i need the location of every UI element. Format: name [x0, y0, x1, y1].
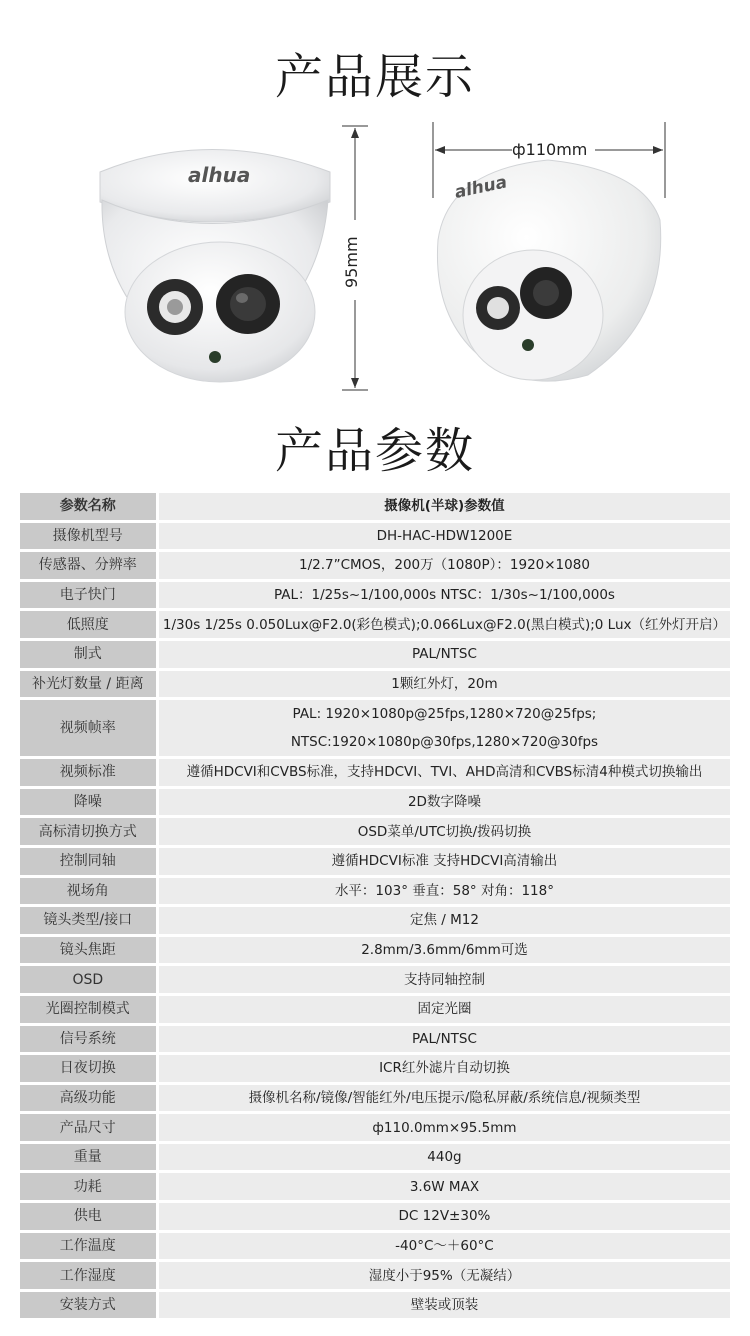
param-value-cell: PAL/NTSC	[159, 641, 730, 668]
table-row	[20, 1203, 730, 1230]
param-name-cell: 功耗	[20, 1173, 156, 1200]
param-value-cell: 壁装或顶装	[159, 1292, 730, 1319]
param-name-cell: 产品尺寸	[20, 1114, 156, 1141]
table-row	[20, 1026, 730, 1053]
param-name-cell: 工作温度	[20, 1233, 156, 1260]
param-name-cell: OSD	[20, 966, 156, 993]
param-value-cell: 支持同轴控制	[159, 966, 730, 993]
table-row	[20, 1262, 730, 1289]
param-name-cell: 降噪	[20, 789, 156, 816]
param-name-cell: 信号系统	[20, 1026, 156, 1053]
param-name-cell: 视场角	[20, 878, 156, 905]
table-row	[20, 1233, 730, 1260]
table-row	[20, 1144, 730, 1171]
param-name-cell: 高级功能	[20, 1085, 156, 1112]
param-value-cell: 1/30s 1/25s 0.050Lux@F2.0(彩色模式);0.066Lux@F2.0(黑白模式);0 Lux（红外灯开启）	[159, 611, 730, 638]
param-name-cell: 传感器、分辨率	[20, 552, 156, 579]
param-name-cell: 低照度	[20, 611, 156, 638]
param-name-cell: 摄像机型号	[20, 523, 156, 550]
param-value-cell: 3.6W MAX	[159, 1173, 730, 1200]
table-row	[20, 848, 730, 875]
param-value-cell: PAL/NTSC	[159, 1026, 730, 1053]
param-value-cell: ICR红外滤片自动切换	[159, 1055, 730, 1082]
height-dimension-label: 95mm	[342, 236, 361, 288]
header-value-cell: 摄像机(半球)参数值	[159, 493, 730, 520]
table-row	[20, 996, 730, 1023]
param-value-cell	[159, 700, 730, 756]
table-row	[20, 523, 730, 550]
product-display-title: 产品展示	[274, 49, 475, 105]
param-value-cell: -40°C～＋60°C	[159, 1233, 730, 1260]
param-name-cell: 制式	[20, 641, 156, 668]
param-value-cell: PAL：1/25s~1/100,000s NTSC：1/30s~1/100,000s	[159, 582, 730, 609]
table-row	[20, 700, 730, 756]
param-value-cell: DH-HAC-HDW1200E	[159, 523, 730, 550]
diameter-dimension-label: ф110mm	[512, 140, 588, 159]
table-row	[20, 878, 730, 905]
param-value-cell: DC 12V±30%	[159, 1203, 730, 1230]
table-row	[20, 611, 730, 638]
param-value-cell: 固定光圈	[159, 996, 730, 1023]
param-name-cell: 补光灯数量 / 距离	[20, 671, 156, 698]
param-name-cell: 视频帧率	[20, 700, 156, 756]
camera-front-image	[80, 132, 350, 392]
table-header-row	[20, 493, 730, 520]
brand-logo-front: alhua	[188, 163, 251, 187]
param-value-line: PAL: 1920×1080p@25fps,1280×720@25fps;	[292, 706, 597, 723]
param-value-cell: 2D数字降噪	[159, 789, 730, 816]
param-name-cell: 镜头焦距	[20, 937, 156, 964]
param-value-cell: OSD菜单/UTC切换/拨码切换	[159, 818, 730, 845]
table-row	[20, 1055, 730, 1082]
table-row	[20, 966, 730, 993]
param-value-cell: 2.8mm/3.6mm/6mm可选	[159, 937, 730, 964]
param-value-cell: ф110.0mm×95.5mm	[159, 1114, 730, 1141]
table-row	[20, 582, 730, 609]
param-name-cell: 工作湿度	[20, 1262, 156, 1289]
table-row	[20, 907, 730, 934]
table-row	[20, 671, 730, 698]
param-name-cell: 高标清切换方式	[20, 818, 156, 845]
table-row	[20, 1292, 730, 1319]
param-value-cell: 定焦 / M12	[159, 907, 730, 934]
param-name-cell: 光圈控制模式	[20, 996, 156, 1023]
param-name-cell: 视频标准	[20, 759, 156, 786]
table-row	[20, 1085, 730, 1112]
header-key-cell: 参数名称	[20, 493, 156, 520]
spec-table	[20, 490, 730, 1321]
table-row	[20, 818, 730, 845]
param-name-cell: 控制同轴	[20, 848, 156, 875]
param-value-cell: 摄像机名称/镜像/智能红外/电压提示/隐私屏蔽/系统信息/视频类型	[159, 1085, 730, 1112]
param-name-cell: 供电	[20, 1203, 156, 1230]
table-row	[20, 1173, 730, 1200]
param-value-line: NTSC:1920×1080p@30fps,1280×720@30fps	[290, 734, 599, 751]
param-value-cell: 遵循HDCVI和CVBS标准，支持HDCVI、TVI、AHD高清和CVBS标清4种模式切换输出	[159, 759, 730, 786]
param-value-cell: 1颗红外灯，20m	[159, 671, 730, 698]
brand-logo-side: alhua	[452, 172, 509, 203]
param-name-cell: 镜头类型/接口	[20, 907, 156, 934]
param-value-cell: 湿度小于95%（无凝结）	[159, 1262, 730, 1289]
param-name-cell: 电子快门	[20, 582, 156, 609]
param-value-cell: 水平：103° 垂直：58° 对角：118°	[159, 878, 730, 905]
camera-side-image	[428, 150, 668, 400]
table-row	[20, 552, 730, 579]
table-row	[20, 789, 730, 816]
table-row	[20, 759, 730, 786]
param-value-cell: 1/2.7”CMOS，200万（1080P）：1920×1080	[159, 552, 730, 579]
product-images	[0, 110, 750, 400]
param-name-cell: 日夜切换	[20, 1055, 156, 1082]
table-row	[20, 641, 730, 668]
param-name-cell: 安装方式	[20, 1292, 156, 1319]
param-name-cell: 重量	[20, 1144, 156, 1171]
param-value-cell: 遵循HDCVI标准 支持HDCVI高清输出	[159, 848, 730, 875]
table-row	[20, 937, 730, 964]
table-row	[20, 1114, 730, 1141]
product-params-title: 产品参数	[274, 423, 475, 479]
param-value-cell: 440g	[159, 1144, 730, 1171]
